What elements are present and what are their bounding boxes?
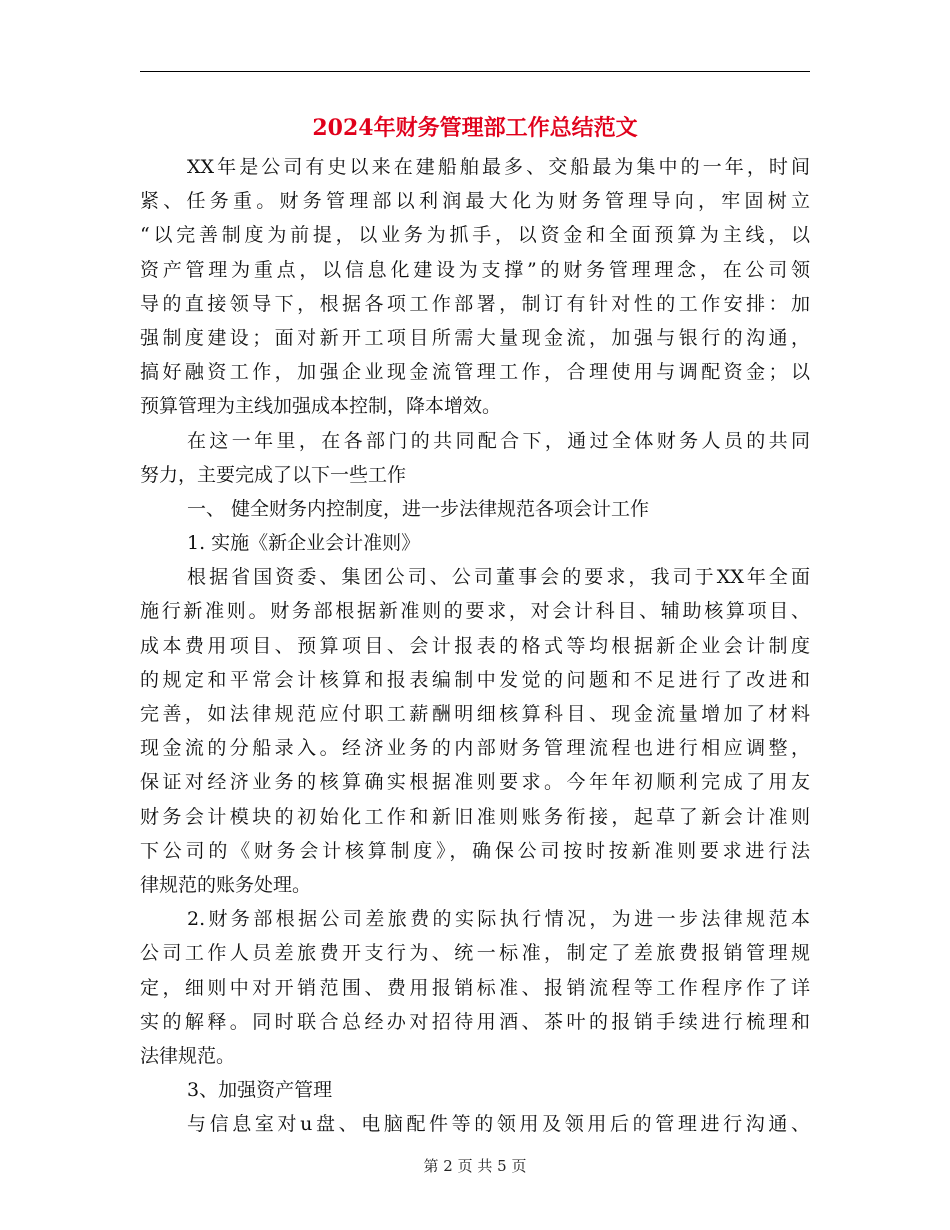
body-line: 实的解释。同时联合总经办对招待用酒、茶叶的报销手续进行梳理和	[140, 1010, 810, 1033]
body-line: 在这一年里，在各部门的共同配合下，通过全体财务人员的共同	[187, 429, 810, 452]
subsection-heading: 1. 实施《新企业会计准则》	[187, 532, 421, 555]
body-line: 资产管理为重点，以信息化建设为支撑”的财务管理理念，在公司领	[140, 258, 810, 281]
body-line: 财务会计模块的初始化工作和新旧准则账务衔接，起草了新会计准则	[140, 805, 810, 828]
subsection-heading: 3、加强资产管理	[187, 1079, 333, 1102]
body-line: 努力，主要完成了以下一些工作	[140, 463, 407, 486]
header-rule	[140, 71, 810, 72]
body-line: 强制度建设；面对新开工项目所需大量现金流，加强与银行的沟通，	[140, 326, 810, 349]
body-line: 定，细则中对开销范围、费用报销标准、报销流程等工作程序作了详	[140, 976, 810, 999]
body-line: XX年是公司有史以来在建船舶最多、交船最为集中的一年，时间	[187, 156, 810, 178]
document-title: 2024年财务管理部工作总结范文	[312, 115, 638, 141]
body-line: 的规定和平常会计核算和报表编制中发觉的问题和不足进行了改进和	[140, 668, 810, 691]
body-line: 预算管理为主线加强成本控制，降本增效。	[140, 395, 502, 418]
body-line: 成本费用项目、预算项目、会计报表的格式等均根据新企业会计制度	[140, 634, 810, 657]
body-line: 2.财务部根据公司差旅费的实际执行情况，为进一步法律规范本	[187, 908, 810, 931]
page-number: 第 2 页 共 5 页	[423, 1157, 527, 1175]
body-line: 完善，如法律规范应付职工薪酬明细核算科目、现金流量增加了材料	[140, 703, 810, 725]
body-line: 搞好融资工作，加强企业现金流管理工作，合理使用与调配资金；以	[140, 361, 810, 384]
body-line: 导的直接领导下，根据各项工作部署，制订有针对性的工作安排：加	[140, 292, 810, 315]
body-line: 与信息室对u盘、电脑配件等的领用及领用后的管理进行沟通、	[187, 1113, 810, 1136]
body-line: 公司工作人员差旅费开支行为、统一标准，制定了差旅费报销管理规	[140, 942, 810, 965]
body-line: 根据省国资委、集团公司、公司董事会的要求，我司于XX年全面	[187, 566, 810, 589]
body-line: 法律规范。	[140, 1044, 236, 1067]
body-line: 下公司的《财务会计核算制度》，确保公司按时按新准则要求进行法	[140, 839, 810, 862]
body-line: 施行新准则。财务部根据新准则的要求，对会计科目、辅助核算项目、	[140, 600, 810, 623]
body-line: 紧、任务重。财务管理部以利润最大化为财务管理导向，牢固树立	[140, 190, 810, 213]
body-line: 律规范的账务处理。	[140, 873, 312, 896]
body-line: 保证对经济业务的核算确实根据准则要求。今年年初顺利完成了用友	[140, 771, 810, 794]
body-line: “以完善制度为前提，以业务为抓手，以资金和全面预算为主线，以	[140, 224, 810, 247]
section-heading: 一、 健全财务内控制度，进一步法律规范各项会计工作	[187, 497, 650, 520]
document-body	[140, 150, 810, 1141]
body-line: 现金流的分船录入。经济业务的内部财务管理流程也进行相应调整，	[140, 737, 810, 760]
